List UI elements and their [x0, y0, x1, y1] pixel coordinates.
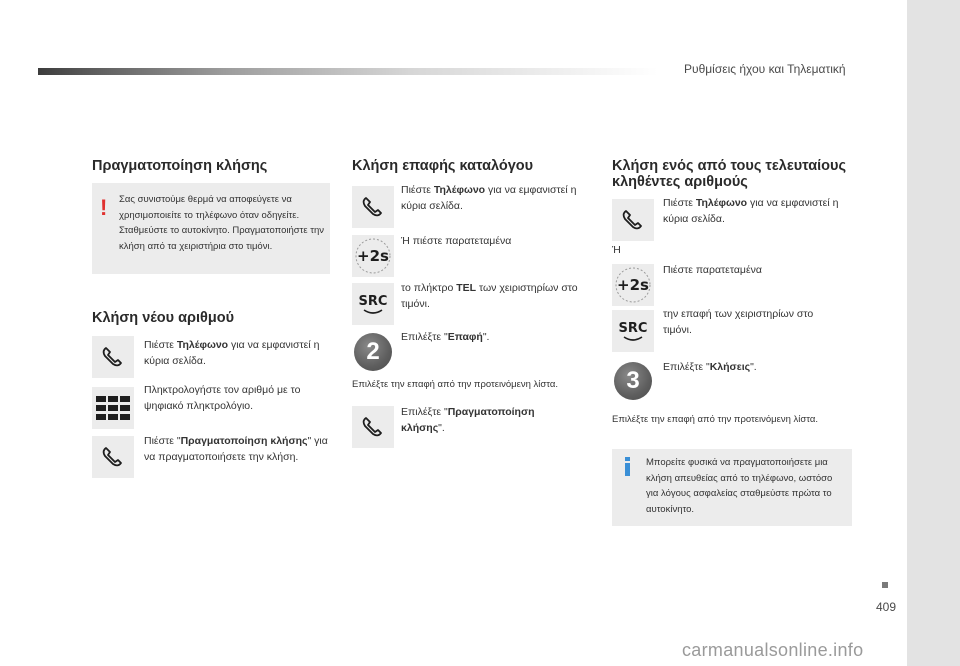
page-side-strip	[907, 0, 960, 666]
step-3-badge: 3	[614, 362, 652, 400]
phone-button[interactable]	[352, 186, 394, 228]
phone-handset-icon	[100, 344, 126, 370]
phone-handset-icon	[100, 444, 126, 470]
col1-subtitle: Κλήση νέου αριθμού	[92, 310, 235, 326]
info-icon	[620, 456, 636, 478]
col2-or-long-text: Ή πιέστε παρατεταμένα	[401, 235, 512, 247]
col2-note-text: Επιλέξτε την επαφή από την προτεινόμενη λίστα.	[352, 379, 559, 390]
info-text: Μπορείτε φυσικά να πραγματοποιήσετε μια κλήση απευθείας από το τηλέφωνο, ωστόσο για λόγους ασφαλείας σταθμεύστε πρώτα το αυτοκίνητο.	[646, 457, 833, 515]
hold-2s-button[interactable]	[612, 264, 654, 306]
phone-button[interactable]	[92, 336, 134, 378]
col2-select-call-text: Επιλέξτε "Πραγματοποίηση κλήσης".	[401, 406, 535, 434]
hold-2s-label: +2s	[357, 247, 389, 265]
col2-step1-text: Πιέστε Τηλέφωνο για να εμφανιστεί η κύρια σελίδα.	[401, 184, 577, 212]
col2-title: Κλήση επαφής καταλόγου	[352, 158, 534, 174]
hold-2s-label: +2s	[617, 276, 649, 294]
make-call-button[interactable]	[92, 436, 134, 478]
col3-select-calls-text: Επιλέξτε "Κλήσεις".	[663, 361, 757, 373]
src-button[interactable]	[352, 283, 394, 325]
col1-step3-text: Πιέστε "Πραγματοποίηση κλήσης" για να πραγματοποιήσετε την κλήση.	[144, 435, 328, 463]
col2-select-contact-text: Επιλέξτε "Επαφή".	[401, 331, 490, 343]
src-label: SRC	[358, 293, 388, 309]
phone-button[interactable]	[612, 199, 654, 241]
keypad-icon	[95, 395, 131, 421]
step-2-badge: 2	[354, 333, 392, 371]
col3-title: Κλήση ενός από τους τελευταίους κληθέντες αριθμούς	[612, 158, 846, 190]
chapter-title: Ρυθμίσεις ήχου και Τηλεματική	[684, 62, 846, 76]
phone-handset-icon	[620, 207, 646, 233]
info-box	[612, 449, 852, 526]
col3-contact-text: την επαφή των χειριστηρίων στο τιμόνι.	[663, 308, 814, 336]
col3-press-long-text: Πιέστε παρατεταμένα	[663, 264, 762, 276]
col3-step1-text: Πιέστε Τηλέφωνο για να εμφανιστεί η κύρια σελίδα.	[663, 197, 839, 225]
col1-title: Πραγματοποίηση κλήσης	[92, 158, 268, 174]
src-label: SRC	[618, 320, 648, 336]
col3-note-text: Επιλέξτε την επαφή από την προτεινόμενη λίστα.	[612, 414, 819, 425]
page-marker	[882, 582, 888, 588]
warning-text: Σας συνιστούμε θερμά να αποφεύγετε να χρησιμοποιείτε το τηλέφωνο όταν οδηγείτε. Σταθμεύστε το αυτοκίνητο. Πραγματοποιήστε την κλήση από τα χειριστήρια στο τιμόνι.	[119, 194, 325, 252]
watermark: carmanualsonline.info	[682, 640, 864, 660]
warning-box	[92, 183, 330, 274]
warning-icon: !	[100, 195, 108, 220]
col1-step2-text: Πληκτρολογήστε τον αριθμό με το ψηφιακό πληκτρολόγιο.	[144, 384, 301, 412]
hold-2s-button[interactable]	[352, 235, 394, 277]
src-button-icon	[362, 309, 384, 315]
keypad-button[interactable]	[92, 387, 134, 429]
col3-or-text: Ή	[612, 244, 621, 256]
make-call-button[interactable]	[352, 406, 394, 448]
col1-step1-text: Πιέστε Τηλέφωνο για να εμφανιστεί η κύρια σελίδα.	[144, 339, 320, 367]
header-gradient-bar	[38, 68, 658, 75]
phone-handset-icon	[360, 194, 386, 220]
col2-tel-text: το πλήκτρο TEL των χειριστηρίων στο τιμόνι.	[401, 282, 578, 310]
src-button[interactable]	[612, 310, 654, 352]
page-number: 409	[876, 600, 897, 614]
phone-handset-icon	[360, 414, 386, 440]
src-button-icon	[622, 336, 644, 342]
